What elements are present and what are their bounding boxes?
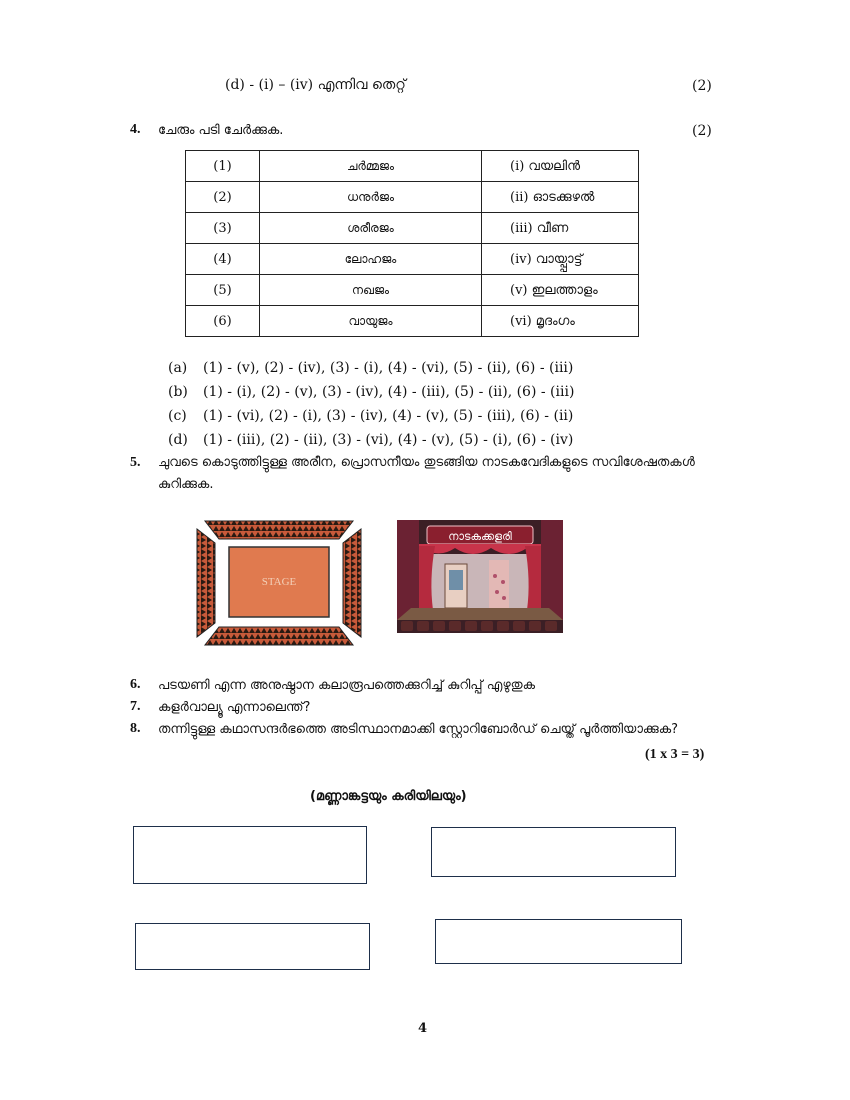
q7-text: കളർവാല്യൂ എന്നാലെന്ത്?: [158, 700, 311, 715]
story-title: (മണ്ണാങ്കട്ടയും കരിയിലയും): [310, 789, 467, 804]
q4-option-text: (1) - (iii), (2) - (ii), (3) - (vi), (4) - (v), (5) - (i), (6) - (iv): [203, 432, 574, 448]
q4-option-text: (1) - (i), (2) - (v), (3) - (iv), (4) - (iii), (5) - (ii), (6) - (iii): [203, 384, 575, 400]
seating-right: [343, 529, 361, 637]
stage-label: STAGE: [261, 576, 297, 588]
q4-option-label: (d): [168, 432, 188, 448]
storyboard-box-2[interactable]: [431, 827, 676, 877]
seating-top: [205, 521, 353, 539]
instrument-class: ചർമ്മജം: [260, 151, 482, 182]
q4-option-label: (c): [168, 408, 187, 424]
row-number: (5): [186, 275, 260, 306]
row-number: (2): [186, 182, 260, 213]
instrument-name: (v) ഇലത്താളം: [482, 275, 639, 306]
storyboard-box-4[interactable]: [435, 919, 682, 964]
instrument-class: വായുജം: [260, 306, 482, 337]
seating-bottom: [205, 627, 353, 645]
row-number: (1): [186, 151, 260, 182]
q4-option-label: (a): [168, 360, 188, 376]
q7-number: 7.: [130, 699, 141, 714]
row-number: (4): [186, 244, 260, 275]
q4-option-text: (1) - (v), (2) - (iv), (3) - (i), (4) - (vi), (5) - (ii), (6) - (iii): [203, 360, 574, 376]
match-row: [186, 275, 639, 306]
q8-marks: (1 x 3 = 3): [645, 747, 705, 762]
instrument-name: (iv) വായ്പ്പാട്ട്: [482, 244, 639, 275]
q8-number: 8.: [130, 721, 141, 736]
instrument-name: (vi) മൃദംഗം: [482, 306, 639, 337]
instrument-name: (i) വയലിൻ: [482, 151, 639, 182]
q6-text: പടയണി എന്ന അനുഷ്ഠാന കലാരൂപത്തെക്കുറിച്ച് കുറിപ്പ് എഴുതുക: [158, 678, 536, 693]
q8-text: തന്നിട്ടുള്ള കഥാസന്ദർഭത്തെ അടിസ്ഥാനമാക്കി സ്റ്റോറിബോർഡ് ചെയ്ത് പൂർത്തിയാക്കുക?: [158, 722, 679, 737]
row-number: (3): [186, 213, 260, 244]
match-row: [186, 182, 639, 213]
instrument-class: ശരീരജം: [260, 213, 482, 244]
q4-number: 4.: [130, 122, 141, 137]
q6-number: 6.: [130, 677, 141, 692]
instrument-class: ലോഹജം: [260, 244, 482, 275]
match-table: [185, 150, 639, 337]
storyboard-box-3[interactable]: [135, 923, 370, 970]
q5-text: ചുവടെ കൊടുത്തിട്ടുള്ള അരീന, പ്രൊസനീയം തുടങ്ങിയ നാടകവേദികളുടെ സവിശേഷതകൾ കുറിക്കുക.: [158, 455, 695, 492]
match-row: [186, 306, 639, 337]
instrument-class: ധനുർജം: [260, 182, 482, 213]
arena-stage-illustration: [195, 519, 363, 647]
q4-option-label: (b): [168, 384, 188, 400]
page-number: 4: [418, 1021, 428, 1036]
q4-text: ചേരും പടി ചേർക്കുക.: [158, 123, 284, 138]
instrument-class: നഖജം: [260, 275, 482, 306]
instrument-name: (iii) വീണ: [482, 213, 639, 244]
instrument-name: (ii) ഓടക്കുഴൽ: [482, 182, 639, 213]
q4-option-text: (1) - (vi), (2) - (i), (3) - (iv), (4) - (v), (5) - (iii), (6) - (ii): [203, 408, 574, 424]
row-number: (6): [186, 306, 260, 337]
match-row: [186, 213, 639, 244]
seating-left: [197, 529, 215, 637]
q5-number: 5.: [130, 455, 141, 470]
match-row: [186, 151, 639, 182]
q3-option-d: (d) - (i) – (iv) എന്നിവ തെറ്റ്: [225, 77, 406, 93]
storyboard-box-1[interactable]: [133, 826, 367, 884]
q4-marks: (2): [692, 123, 712, 139]
q3-marks: (2): [692, 78, 712, 94]
proscenium-stage-illustration: [397, 520, 563, 633]
proscenium-sign: നാടകക്കളരി: [448, 530, 512, 543]
match-row: [186, 244, 639, 275]
